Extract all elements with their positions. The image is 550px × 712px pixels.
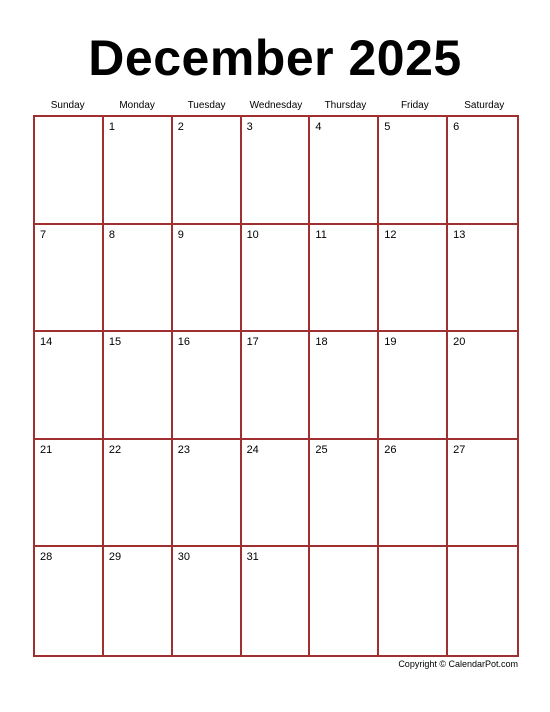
weekday-label-saturday: Saturday xyxy=(464,100,505,111)
day-cell xyxy=(448,225,517,333)
day-number: 10 xyxy=(246,228,259,241)
day-number: 11 xyxy=(315,228,327,241)
day-number: 25 xyxy=(315,443,328,456)
calendar-grid xyxy=(33,115,519,657)
day-number: 24 xyxy=(246,443,259,456)
day-cell xyxy=(35,547,104,655)
day-cell xyxy=(448,440,517,548)
day-cell xyxy=(310,117,379,225)
day-number: 19 xyxy=(384,336,397,349)
day-number: 12 xyxy=(384,228,397,241)
day-cell xyxy=(104,332,173,440)
weekday-label-monday: Monday xyxy=(119,100,155,111)
empty-day-cell xyxy=(310,547,379,655)
day-number: 7 xyxy=(40,228,47,241)
empty-day-cell xyxy=(448,547,517,655)
day-number: 31 xyxy=(246,551,259,564)
day-number: 22 xyxy=(108,443,122,456)
day-number: 26 xyxy=(384,443,397,456)
day-cell xyxy=(379,440,448,548)
day-number: 2 xyxy=(177,121,184,133)
day-cell xyxy=(310,440,379,548)
day-number: 29 xyxy=(108,551,122,564)
day-number: 16 xyxy=(177,336,190,349)
day-cell xyxy=(173,117,242,225)
day-cell xyxy=(35,225,104,333)
day-cell xyxy=(242,547,311,655)
weekday-label-thursday: Thursday xyxy=(324,100,367,111)
empty-day-cell xyxy=(379,547,448,655)
day-cell xyxy=(104,225,173,333)
day-cell xyxy=(448,117,517,225)
day-cell xyxy=(379,225,448,333)
day-cell xyxy=(173,225,242,333)
day-number: 30 xyxy=(177,551,190,564)
day-cell xyxy=(104,117,173,225)
day-cell xyxy=(448,332,517,440)
day-cell xyxy=(310,332,379,440)
day-cell xyxy=(104,547,173,655)
day-cell xyxy=(173,547,242,655)
weekday-label-sunday: Sunday xyxy=(50,100,85,111)
day-cell xyxy=(242,332,311,440)
day-number: 15 xyxy=(108,336,122,349)
day-number: 13 xyxy=(453,228,466,241)
day-number: 20 xyxy=(453,336,466,349)
weekday-label-friday: Friday xyxy=(400,100,429,111)
day-cell xyxy=(173,332,242,440)
calendar-title: December 2025 xyxy=(88,30,462,86)
day-cell xyxy=(379,117,448,225)
day-number: 23 xyxy=(177,443,190,456)
day-number: 1 xyxy=(108,121,115,133)
day-number: 5 xyxy=(384,121,391,133)
day-cell xyxy=(379,332,448,440)
empty-day-cell xyxy=(35,117,104,225)
day-cell xyxy=(242,440,311,548)
day-number: 21 xyxy=(40,443,53,456)
day-number: 8 xyxy=(108,228,115,241)
copyright-notice: Copyright © CalendarPot.com xyxy=(398,659,518,669)
day-cell xyxy=(35,440,104,548)
day-number: 27 xyxy=(453,443,466,456)
day-number: 14 xyxy=(40,336,53,349)
weekday-label-wednesday: Wednesday xyxy=(249,100,303,111)
day-cell xyxy=(310,225,379,333)
day-cell xyxy=(242,117,311,225)
day-cell xyxy=(35,332,104,440)
day-number: 4 xyxy=(315,121,322,133)
weekday-header-row xyxy=(33,99,519,113)
day-number: 3 xyxy=(246,121,253,133)
day-cell xyxy=(242,225,311,333)
day-number: 9 xyxy=(177,228,184,241)
day-number: 6 xyxy=(453,121,460,133)
day-cell xyxy=(173,440,242,548)
day-number: 18 xyxy=(315,336,328,349)
day-number: 28 xyxy=(40,551,53,564)
day-cell xyxy=(104,440,173,548)
weekday-label-tuesday: Tuesday xyxy=(187,100,226,111)
day-number: 17 xyxy=(246,336,259,349)
